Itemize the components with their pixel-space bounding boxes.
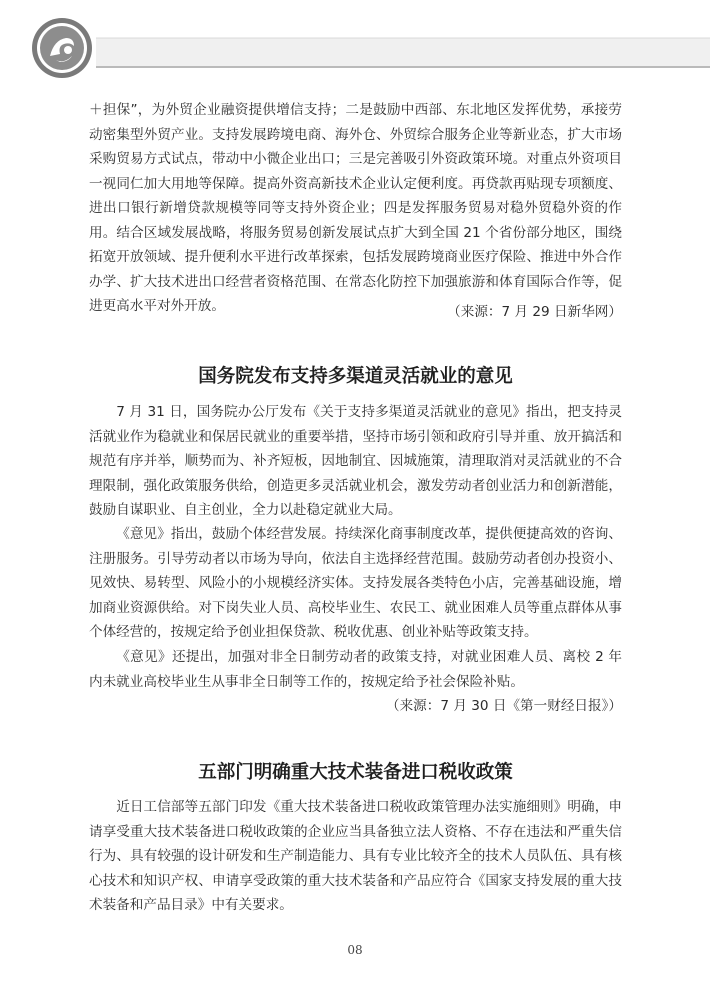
article2-paragraph-1: 7 月 31 日，国务院办公厅发布《关于支持多渠道灵活就业的意见》指出，把支持灵活就业作为稳就业和保居民就业的重要举措，坚持市场引领和政府引导并重、放开搞活和规范有序并举，顺势而为、补齐短板，因地制宜、因城施策，清理取消对灵活就业的不合理限制，强化政策服务供给，创造更多灵活就业机会，激发劳动者创业活力和创新潜能，鼓励自谋职业、自主创业，全力以赴稳定就业大局。: [89, 404, 622, 518]
page-header: [0, 0, 710, 100]
article1-source: （来源：7 月 29 日新华网）: [447, 304, 622, 320]
page-number: 08: [347, 943, 363, 957]
article3-paragraph: 近日工信部等五部门印发《重大技术装备进口税收政策管理办法实施细则》明确，申请享受重大技术装备进口税收政策的企业应当具备独立法人资格、不存在违法和严重失信行为、具有较强的设计研发和生产制造能力、具有专业比较齐全的技术人员队伍、具有核心技术和知识产权、申请享受政策的重大技术装备和产品应符合《国家支持发展的重大技术装备和产品目录》中有关要求。: [89, 799, 622, 913]
article2-paragraph-2: 《意见》指出，鼓励个体经营发展。持续深化商事制度改革，提供便捷高效的咨询、注册服务。引导劳动者以市场为导向，依法自主选择经营范围。鼓励劳动者创办投资小、见效快、易转型、风险小的小规模经济实体。支持发展各类特色小店，完善基础设施，增加商业资源供给。对下岗失业人员、高校毕业生、农民工、就业困难人员等重点群体从事个体经营的，按规定给予创业担保贷款、税收优惠、创业补贴等政策支持。: [89, 526, 622, 640]
header-rule: [0, 0, 710, 100]
article2-source: （来源：7 月 30 日《第一财经日报》）: [385, 698, 622, 714]
article2-title: 国务院发布支持多渠道灵活就业的意见: [198, 366, 513, 387]
article2-paragraph-3: 《意见》还提出，加强对非全日制劳动者的政策支持，对就业困难人员、离校 2 年内未就业高校毕业生从事非全日制等工作的，按规定给予社会保险补贴。: [89, 649, 622, 690]
article3-title: 五部门明确重大技术装备进口税收政策: [198, 762, 513, 783]
article1-paragraph: ＋担保”，为外贸企业融资提供增信支持；二是鼓励中西部、东北地区发挥优势，承接劳动密集型外贸产业。支持发展跨境电商、海外仓、外贸综合服务企业等新业态，扩大市场采购贸易方式试点，带动中小微企业出口；三是完善吸引外资政策环境。对重点外资项目一视同仁加大用地等保障。提高外资高新技术企业认定便利度。再贷款再贴现专项额度、进出口银行新增贷款规模等同等支持外资企业；四是发挥服务贸易对稳外贸稳外资的作用。结合区域发展战略，将服务贸易创新发展试点扩大到全国 21 个省份部分地区，围绕拓宽开放领域、提升便利水平进行改革探索，包括发展跨境商业医疗保险、推进中外合作办学、扩大技术进出口经营者资格范围、在常态化防控下加强旅游和体育国际合作等，促进更高水平对外开放。: [89, 102, 622, 314]
